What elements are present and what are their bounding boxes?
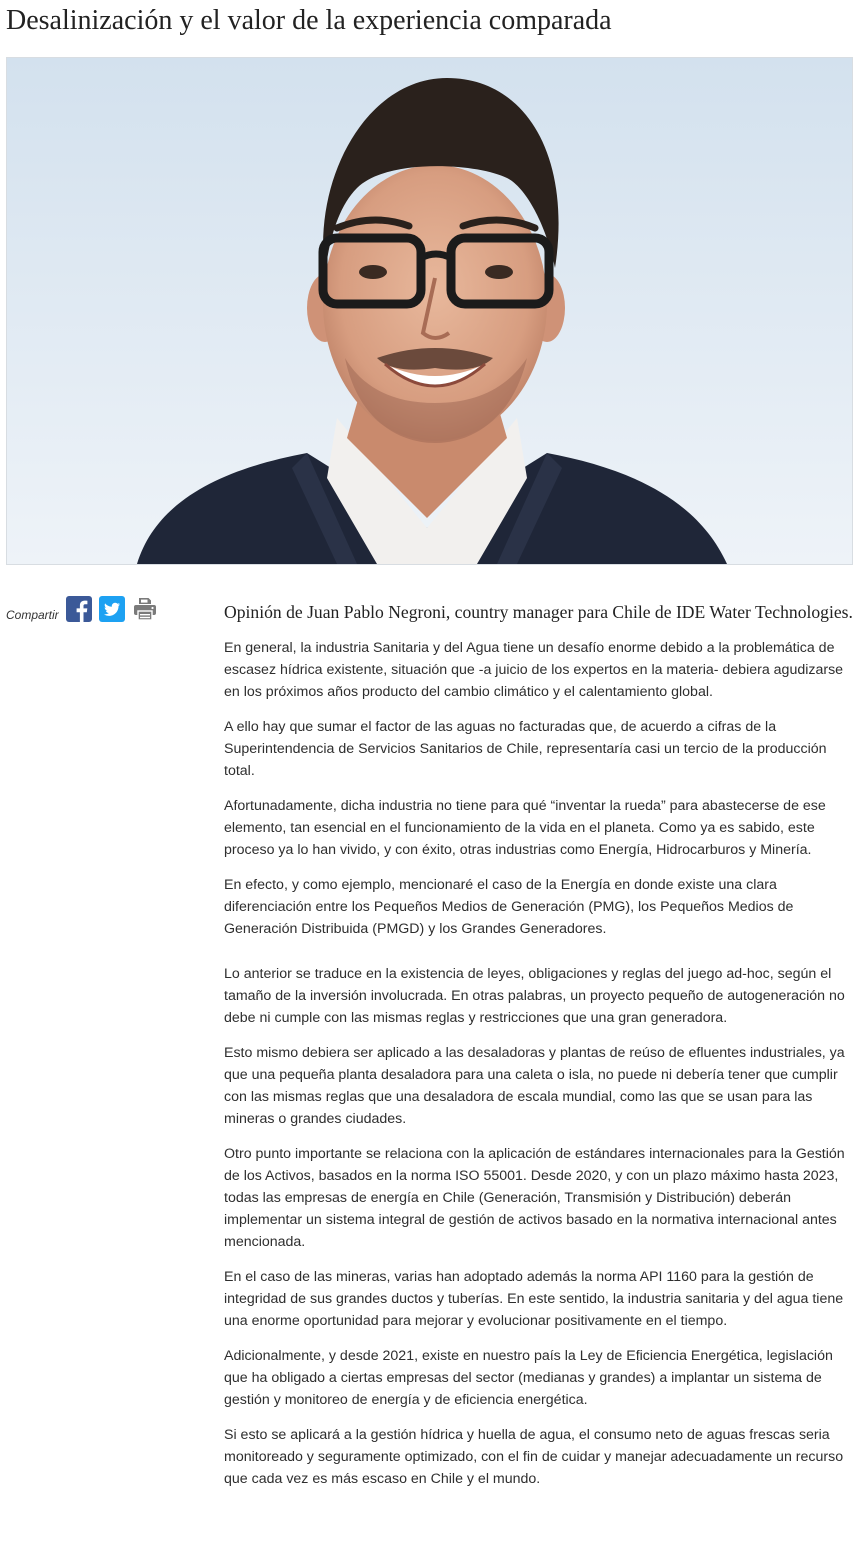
article-body <box>224 601 854 1503</box>
print-icon[interactable] <box>132 596 158 622</box>
article-title: Desalinización y el valor de la experiencia comparada <box>6 5 612 36</box>
article-lead: Opinión de Juan Pablo Negroni, country manager para Chile de IDE Water Technologies. <box>224 602 853 622</box>
facebook-icon[interactable] <box>66 596 92 622</box>
author-photo <box>6 57 853 565</box>
paragraph: A ello hay que sumar el factor de las aguas no facturadas que, de acuerdo a cifras de la Superintendencia de Servicios Sanitarios de Chile, representaría casi un tercio de la producción total. <box>224 719 827 779</box>
share-label: Compartir <box>6 608 59 622</box>
paragraph: En general, la industria Sanitaria y del Agua tiene un desafío enorme debido a la problemática de escasez hídrica existente, situación que -a juicio de los expertos en la materia- debiera agudizarse en los próximos años producto del cambio climático y el calentamiento global. <box>224 640 844 700</box>
paragraph: Otro punto importante se relaciona con la aplicación de estándares internacionales para la Gestión de los Activos, basados en la norma ISO 55001. Desde 2020, y con un plazo máximo hasta 2023, todas las empresas de energía en Chile (Generación, Transmisión y Distribución) deberán implementar un sistema integral de gestión de activos basado en la normativa internacional antes mencionada. <box>224 1146 845 1250</box>
paragraph: En el caso de las mineras, varias han adoptado además la norma API 1160 para la gestión de integridad de sus grandes ductos y tuberías. En este sentido, la industria sanitaria y del agua tiene una enorme oportunidad para mejorar y evolucionar positivamente en el tiempo. <box>224 1269 844 1329</box>
paragraph: Si esto se aplicará a la gestión hídrica y huella de agua, el consumo neto de aguas frescas seria monitoreado y seguramente optimizado, con el fin de cuidar y manejar adecuadamente un recurso que cada vez es más escaso en Chile y el mundo. <box>224 1427 844 1487</box>
share-bar <box>6 594 165 624</box>
paragraph: Adicionalmente, y desde 2021, existe en nuestro país la Ley de Eficiencia Energética, legislación que ha obligado a ciertas empresas del sector (medianas y grandes) a implantar un sistema de gestión y monitoreo de energía y de eficiencia energética. <box>224 1348 833 1408</box>
paragraph: Esto mismo debiera ser aplicado a las desaladoras y plantas de reúso de efluentes industriales, ya que una pequeña planta desaladora para una caleta o isla, no puede ni debería tener que cumplir con las mismas reglas que una desaladora de escala mundial, como las que se usan para las mineras o grandes ciudades. <box>224 1045 845 1127</box>
paragraph: En efecto, y como ejemplo, mencionaré el caso de la Energía en donde existe una clara diferenciación entre los Pequeños Medios de Generación (PMG), los Pequeños Medios de Generación Distribuida (PMGD) y los Grandes Generadores. <box>224 877 794 937</box>
paragraph: Lo anterior se traduce en la existencia de leyes, obligaciones y reglas del juego ad-hoc, según el tamaño de la inversión involucrada. En otras palabras, un proyecto pequeño de autogeneración no debe ni cumple con las mismas reglas y restricciones que una gran generadora. <box>224 966 845 1026</box>
twitter-icon[interactable] <box>99 596 125 622</box>
paragraph: Afortunadamente, dicha industria no tiene para qué “inventar la rueda” para abastecerse de ese elemento, tan esencial en el funcionamiento de la vida en el planeta. Como ya es sabido, este proceso ya lo han vivido, y con éxito, otras industrias como Energía, Hidrocarburos y Minería. <box>224 798 826 858</box>
